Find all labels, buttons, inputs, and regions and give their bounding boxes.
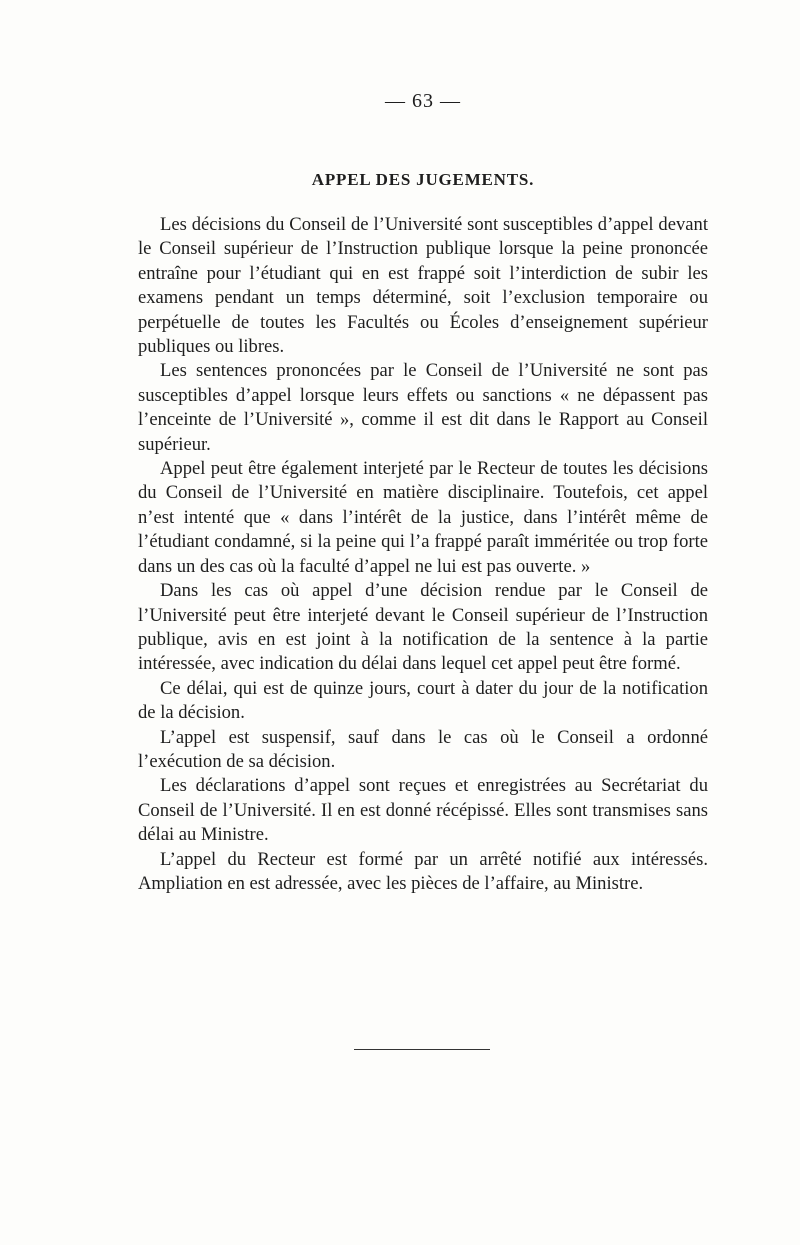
paragraph-3: Appel peut être également interjeté par le Recteur de toutes les décisions du Conseil de l’Université en matière disciplinaire. Toutefois, cet appel n’est intenté que « dans l’intérêt de la justice, dans l’intérêt même de l’étudiant condamné, si la peine qui l’a frappé paraît imméritée ou trop forte dans un des cas où la faculté d’appel ne lui est pas ouverte. »: [138, 458, 708, 577]
paragraph-5: Ce délai, qui est de quinze jours, court à dater du jour de la notification de la décision.: [138, 677, 708, 724]
body-text: [138, 213, 708, 896]
paragraph-2: Les sentences prononcées par le Conseil de l’Université ne sont pas susceptibles d’appel lorsque leurs effets ou sanctions « ne dépassent pas l’enceinte de l’Université », comme il est dit dans le Rapport au Conseil supérieur.: [138, 360, 708, 455]
paragraph-8: L’appel du Recteur est formé par un arrêté notifié aux intéressés. Ampliation en est adressée, avec les pièces de l’affaire, au Ministre.: [138, 848, 708, 894]
paragraph-1: Les décisions du Conseil de l’Université sont susceptibles d’appel devant le Conseil supérieur de l’Instruction publique lorsque la peine prononcée entraîne pour l’étudiant qui en est frappé soit l’interdiction de subir les examens pendant un temps déterminé, soit l’exclusion temporaire ou perpétuelle de toutes les Facultés ou Écoles d’enseignement supérieur publiques ou libres.: [138, 214, 708, 358]
paragraph-7: Les déclarations d’appel sont reçues et enregistrées au Secrétariat du Conseil de l’Université. Il en est donné récépissé. Elles sont transmises sans délai au Ministre.: [138, 775, 708, 846]
page-number: — 63 —: [385, 90, 461, 112]
paragraph-6: L’appel est suspensif, sauf dans le cas où le Conseil a ordonné l’exécution de sa décision.: [138, 726, 708, 772]
paragraph-4: Dans les cas où appel d’une décision rendue par le Conseil de l’Université peut être interjeté devant le Conseil supérieur de l’Instruction publique, avis en est joint à la notification de la sentence à la partie intéressée, avec indication du délai dans lequel cet appel peut être formé.: [138, 580, 708, 675]
section-heading: APPEL DES JUGEMENTS.: [311, 170, 535, 189]
closing-rule: [354, 1049, 490, 1050]
